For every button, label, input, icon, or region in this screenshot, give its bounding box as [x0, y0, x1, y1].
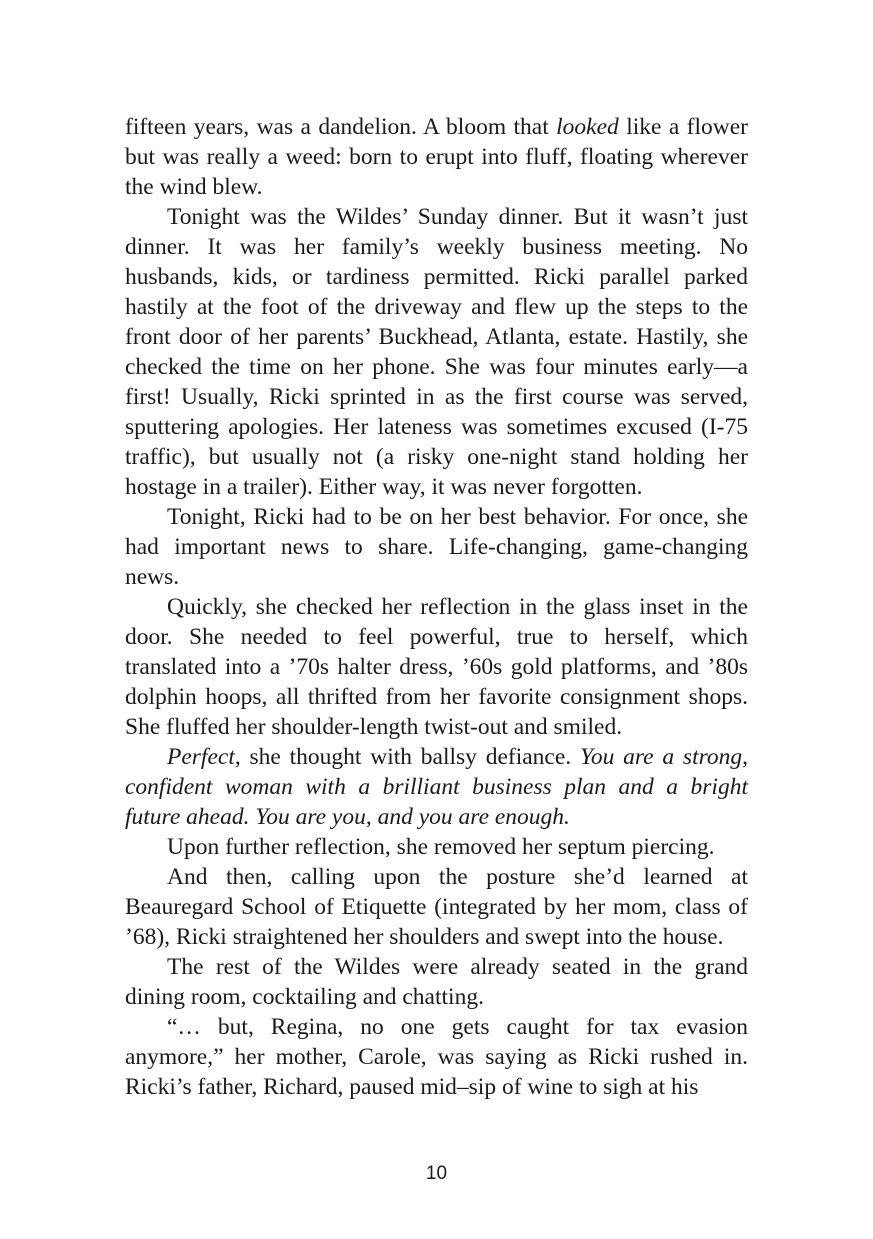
italic-text: You are a strong, confident woman with a brilliant business plan and a bright future ahead. You are you, and you are enough.: [125, 744, 748, 830]
text-span: Quickly, she checked her reflection in the glass inset in the door. She needed to feel powerful, true to herself, which translated into a ’70s halter dress, ’60s gold platforms, and ’80s dolphin hoops, all thrifted from her favorite consignment shops. She fluffed her shoulder-length twist-out and smiled.: [125, 594, 748, 740]
text-span: Tonight was the Wildes’ Sunday dinner. But it wasn’t just dinner. It was her family’s weekly business meeting. No husbands, kids, or tardiness permitted. Ricki parallel parked hastily at the foot of the driveway and flew up the steps to the front door of her parents’ Buckhead, Atlanta, estate. Hastily, she checked the time on her phone. She was four minutes early—a first! Usually, Ricki sprinted in as the first course was served, sputtering apologies. Her lateness was sometimes excused (I-75 traffic), but usually not (a risky one-night stand holding her hostage in a trailer). Either way, it was never forgotten.: [125, 204, 748, 500]
page-number: 10: [425, 1163, 448, 1184]
paragraph: [125, 112, 748, 202]
paragraph: [125, 202, 748, 502]
paragraph: [125, 862, 748, 952]
text-span: And then, calling upon the posture she’d learned at Beauregard School of Etiquette (integrated by her mom, class of ’68), Ricki straightened her shoulders and swept into the house.: [125, 864, 748, 950]
paragraph: [125, 1012, 748, 1102]
paragraph: [125, 502, 748, 592]
paragraph: [125, 832, 748, 862]
paragraph: [125, 952, 748, 1012]
paragraph: [125, 742, 748, 832]
text-span: “… but, Regina, no one gets caught for tax evasion anymore,” her mother, Carole, was saying as Ricki rushed in. Ricki’s father, Richard, paused mid–sip of wine to sigh at his: [125, 1014, 748, 1100]
text-span: Tonight, Ricki had to be on her best behavior. For once, she had important news to share. Life-changing, game-changing news.: [125, 504, 748, 590]
text-span: like a flower but was really a weed: born to erupt into fluff, floating wherever the wind blew.: [125, 114, 748, 200]
text-span: Upon further reflection, she removed her septum piercing.: [167, 834, 715, 860]
body-text: [125, 112, 748, 1102]
text-span: fifteen years, was a dandelion. A bloom that: [125, 114, 557, 140]
text-span: The rest of the Wildes were already seated in the grand dining room, cocktailing and chatting.: [125, 954, 748, 1010]
italic-text: looked: [556, 114, 619, 140]
paragraph: [125, 592, 748, 742]
text-span: , she thought with ballsy defiance.: [234, 744, 580, 770]
italic-text: Perfect: [167, 744, 235, 770]
